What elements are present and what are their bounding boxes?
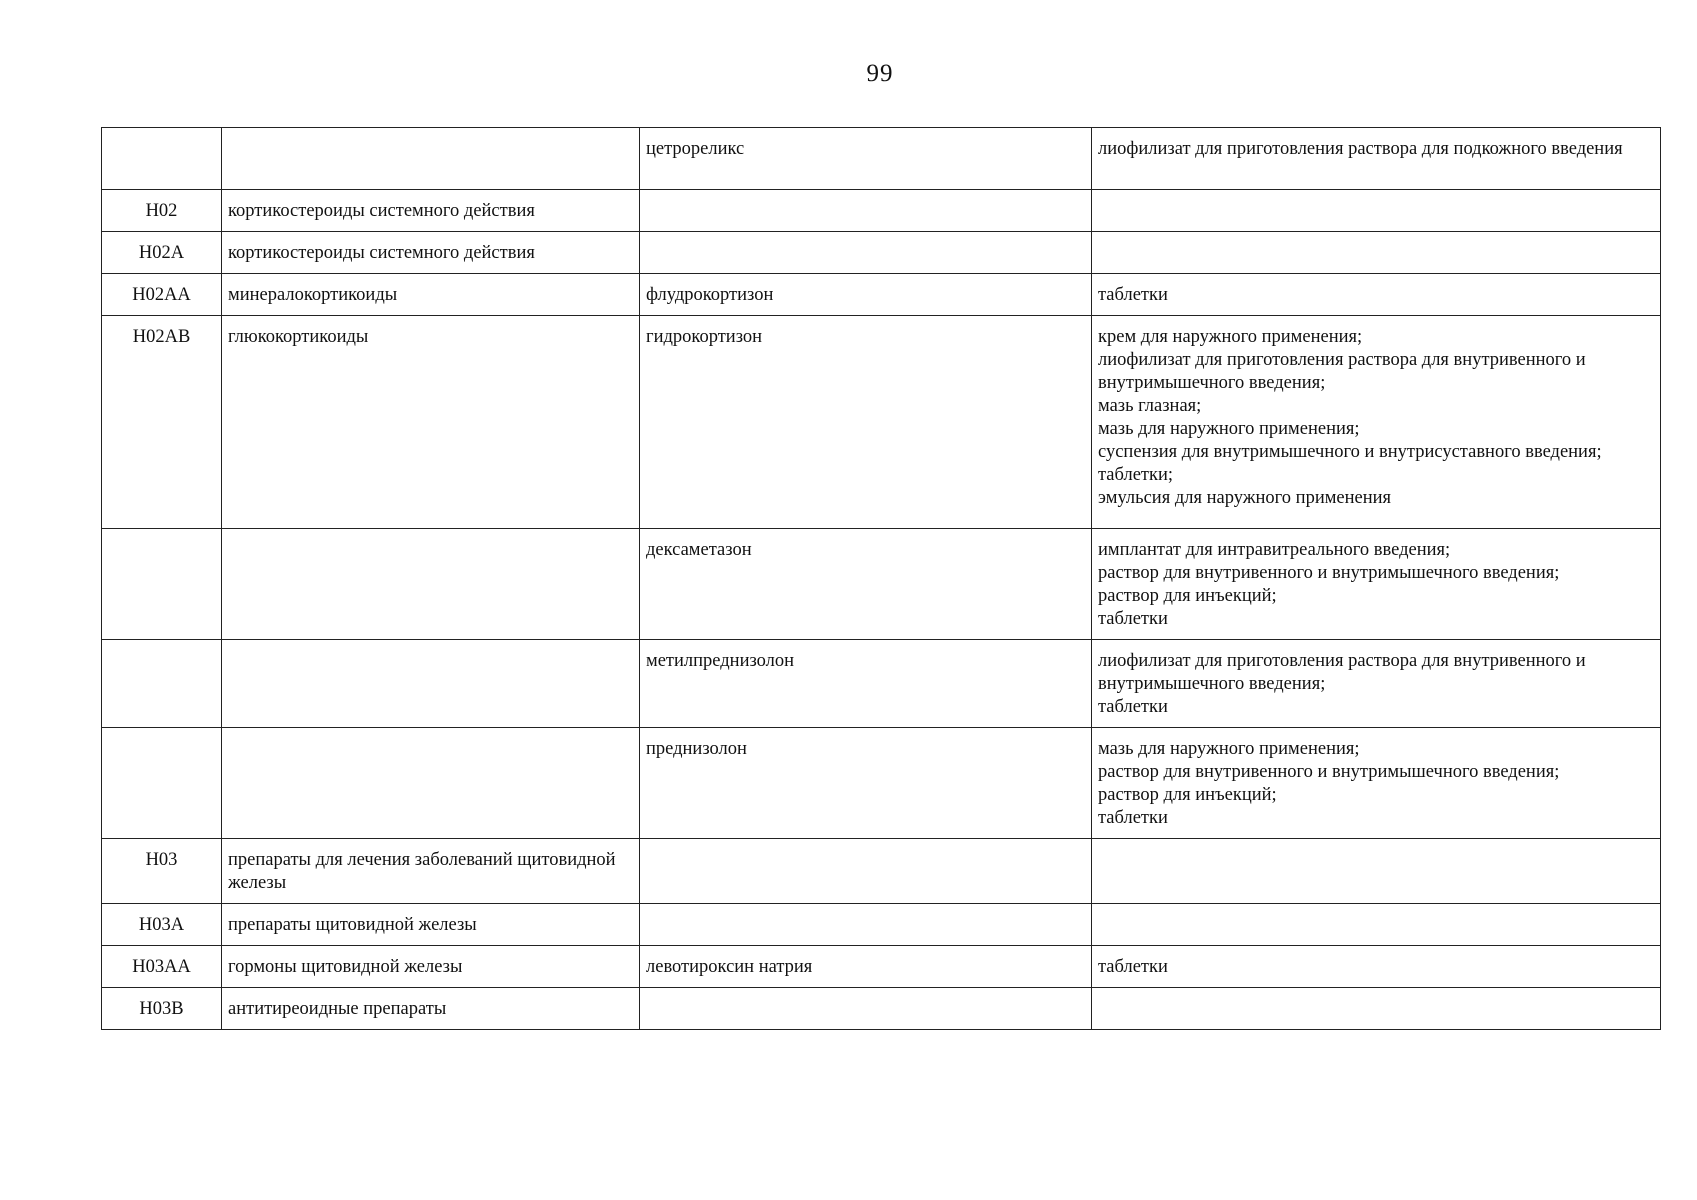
anatomical-therapeutic-group-cell: антитиреоидные препараты: [222, 988, 640, 1030]
dosage-form-item: крем для наружного применения;: [1098, 327, 1363, 347]
drug-name-cell: [640, 839, 1092, 904]
anatomical-therapeutic-group-cell: кортикостероиды системного действия: [222, 232, 640, 274]
dosage-forms-cell: [1092, 316, 1661, 529]
table-row: [102, 640, 1661, 728]
atc-code-cell: H03A: [102, 904, 222, 946]
anatomical-therapeutic-group-cell: [222, 529, 640, 640]
atc-code-cell: H02AA: [102, 274, 222, 316]
dosage-forms-cell: [1092, 232, 1661, 274]
anatomical-therapeutic-group-cell: гормоны щитовидной железы: [222, 946, 640, 988]
atc-code-cell: H02AB: [102, 316, 222, 529]
table-body: [102, 128, 1661, 1030]
dosage-form-item: мазь глазная;: [1098, 396, 1202, 416]
dosage-form-item: суспензия для внутримышечного и внутрисуставного введения;: [1098, 442, 1602, 462]
atc-code-cell: H03AA: [102, 946, 222, 988]
table-row: [102, 190, 1661, 232]
drug-name-cell: преднизолон: [640, 728, 1092, 839]
table-row: [102, 839, 1661, 904]
table-row: [102, 988, 1661, 1030]
table-row: [102, 946, 1661, 988]
anatomical-therapeutic-group-cell: кортикостероиды системного действия: [222, 190, 640, 232]
dosage-forms-cell: [1092, 988, 1661, 1030]
dosage-form-item: таблетки: [1098, 697, 1168, 717]
anatomical-therapeutic-group-cell: препараты щитовидной железы: [222, 904, 640, 946]
anatomical-therapeutic-group-cell: препараты для лечения заболеваний щитовидной железы: [222, 839, 640, 904]
dosage-form-item: лиофилизат для приготовления раствора для подкожного введения: [1098, 139, 1623, 159]
anatomical-therapeutic-group-cell: [222, 128, 640, 190]
atc-code-cell: H02: [102, 190, 222, 232]
dosage-forms-cell: [1092, 274, 1661, 316]
dosage-forms-cell: [1092, 839, 1661, 904]
table-row: [102, 904, 1661, 946]
drug-name-cell: дексаметазон: [640, 529, 1092, 640]
dosage-forms-cell: [1092, 728, 1661, 839]
table-row: [102, 316, 1661, 529]
table-row: [102, 274, 1661, 316]
dosage-form-item: имплантат для интравитреального введения;: [1098, 540, 1451, 560]
drug-name-cell: [640, 988, 1092, 1030]
atc-code-cell: [102, 728, 222, 839]
table-row: [102, 728, 1661, 839]
drug-name-cell: [640, 232, 1092, 274]
dosage-form-item: раствор для инъекций;: [1098, 586, 1277, 606]
drug-name-cell: флудрокортизон: [640, 274, 1092, 316]
dosage-form-item: лиофилизат для приготовления раствора для внутривенного и внутримышечного введения;: [1098, 350, 1586, 393]
dosage-forms-cell: [1092, 128, 1661, 190]
atc-code-cell: H03: [102, 839, 222, 904]
anatomical-therapeutic-group-cell: минералокортикоиды: [222, 274, 640, 316]
table-row: [102, 529, 1661, 640]
dosage-form-item: мазь для наружного применения;: [1098, 419, 1360, 439]
drug-name-cell: гидрокортизон: [640, 316, 1092, 529]
atc-code-cell: [102, 128, 222, 190]
dosage-form-item: таблетки: [1098, 609, 1168, 629]
dosage-form-item: раствор для внутривенного и внутримышечного введения;: [1098, 563, 1560, 583]
drug-name-cell: [640, 190, 1092, 232]
dosage-form-item: таблетки: [1098, 285, 1168, 305]
dosage-forms-cell: [1092, 946, 1661, 988]
atc-code-cell: H02A: [102, 232, 222, 274]
atc-code-cell: [102, 640, 222, 728]
atc-code-cell: [102, 529, 222, 640]
dosage-forms-cell: [1092, 529, 1661, 640]
page-number: 99: [866, 60, 894, 87]
anatomical-therapeutic-group-cell: [222, 640, 640, 728]
dosage-form-item: таблетки: [1098, 957, 1168, 977]
atc-code-cell: H03B: [102, 988, 222, 1030]
dosage-form-item: лиофилизат для приготовления раствора для внутривенного и внутримышечного введения;: [1098, 651, 1586, 694]
dosage-form-item: эмульсия для наружного применения: [1098, 488, 1392, 508]
drug-classification-table: [101, 127, 1661, 1030]
dosage-form-item: таблетки;: [1098, 465, 1174, 485]
dosage-form-item: мазь для наружного применения;: [1098, 739, 1360, 759]
table-row: [102, 128, 1661, 190]
drug-name-cell: цетрореликс: [640, 128, 1092, 190]
dosage-form-item: раствор для инъекций;: [1098, 785, 1277, 805]
drug-name-cell: [640, 904, 1092, 946]
dosage-forms-cell: [1092, 904, 1661, 946]
anatomical-therapeutic-group-cell: глюкокортикоиды: [222, 316, 640, 529]
dosage-form-item: раствор для внутривенного и внутримышечного введения;: [1098, 762, 1560, 782]
dosage-forms-cell: [1092, 190, 1661, 232]
dosage-form-item: таблетки: [1098, 808, 1168, 828]
table-row: [102, 232, 1661, 274]
anatomical-therapeutic-group-cell: [222, 728, 640, 839]
drug-name-cell: метилпреднизолон: [640, 640, 1092, 728]
drug-name-cell: левотироксин натрия: [640, 946, 1092, 988]
dosage-forms-cell: [1092, 640, 1661, 728]
